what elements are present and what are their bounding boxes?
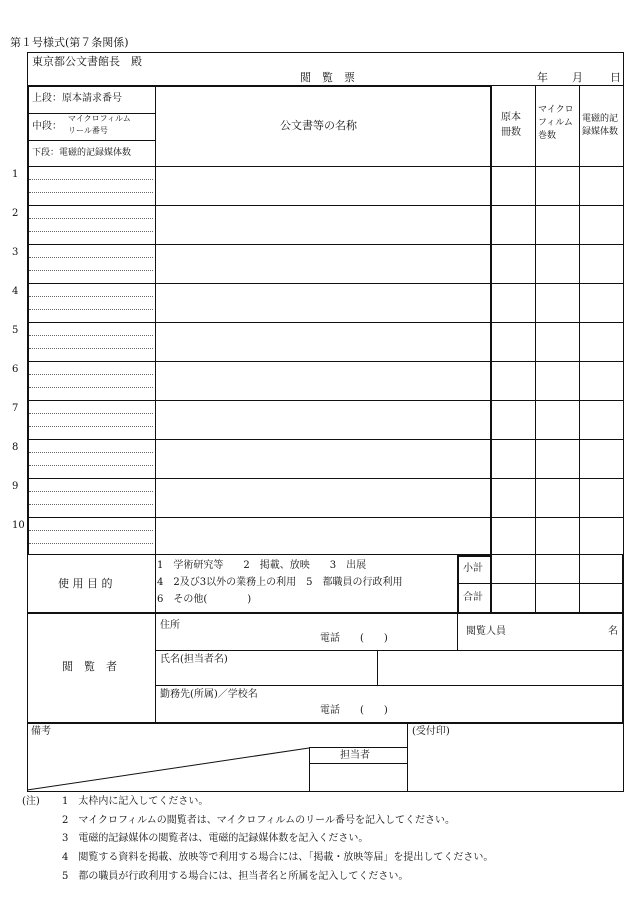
note-4: 4 閲覧する資料を掲載、放映等で利用する場合には、「掲載・放映等届」を提出してください。 (62, 852, 494, 863)
row-dotted-line (29, 257, 153, 258)
count-hdr-top (491, 85, 623, 86)
row-dotted-line (29, 335, 153, 336)
row-number: 9 (12, 481, 19, 492)
hdr-middle-prefix: 中段： (32, 121, 62, 132)
row-number: 7 (12, 403, 19, 414)
reader-label-divider (155, 613, 156, 722)
reader-count-label: 閲覧人員 (466, 626, 506, 637)
row-line (27, 322, 623, 323)
hdr-original-1: 原本 (501, 112, 521, 123)
row-dotted-line (29, 504, 153, 505)
row-dotted-line (29, 179, 153, 180)
row-number: 3 (12, 247, 19, 258)
row-dotted-line (29, 309, 153, 310)
row-dotted-line (29, 296, 153, 297)
count-col-divider-2 (579, 85, 580, 612)
row-dotted-line (29, 413, 153, 414)
phone-2: 電話 ( ) (320, 705, 388, 716)
reader-line-2 (155, 685, 623, 686)
row-number: 5 (12, 325, 19, 336)
purpose-values-divider (490, 555, 492, 613)
phone-1: 電話 ( ) (320, 633, 388, 644)
note-5: 5 都の職員が行政利用する場合には、担当者名と所属を記入してください。 (62, 871, 409, 882)
hdr-micro-3: 巻数 (538, 131, 557, 141)
hdr-middle-1: マイクロフィルム (68, 114, 131, 123)
reader-label: 閲 覧 者 (62, 660, 117, 673)
row-dotted-line (29, 543, 153, 544)
row-line (27, 361, 623, 362)
row-dotted-line (29, 426, 153, 427)
stamp-label: (受付印) (412, 726, 450, 737)
row-dotted-line (29, 192, 153, 193)
count-col-divider-1 (535, 85, 536, 612)
outer-bottom-line (27, 791, 624, 792)
row-dotted-line (29, 387, 153, 388)
purpose-total-divider (457, 555, 459, 613)
purpose-line-2: 4 2及び3以外の業務上の利用 5 都職員の行政利用 (157, 577, 403, 588)
row-line (27, 283, 623, 284)
row-number: 4 (12, 286, 19, 297)
count-divider-a (457, 613, 458, 650)
row-dotted-line (29, 218, 153, 219)
name-label: 氏名(担当者名) (160, 654, 228, 665)
hdr-original-2: 冊数 (501, 127, 521, 138)
purpose-label: 使 用 目 的 (58, 577, 113, 590)
form-title: 閲 覧 票 (300, 71, 355, 84)
hdr-electronic-2: 録媒体数 (582, 127, 619, 137)
row-line (27, 244, 623, 245)
workplace-label: 勤務先(所属)／学校名 (160, 689, 258, 700)
thick-top-line (27, 85, 491, 87)
row-dotted-line (29, 465, 153, 466)
notes-label: (注) (22, 796, 40, 807)
reader-line-1 (155, 650, 623, 651)
note-3: 3 電磁的記録媒体の閲覧者は、電磁的記録媒体数を記入ください。 (62, 833, 369, 844)
outer-top-line (27, 52, 623, 53)
remarks-label: 備考 (31, 726, 51, 737)
row-number: 1 (12, 169, 19, 180)
staff-left (309, 747, 310, 791)
subtotal-top (457, 555, 492, 557)
hdr-split-2 (27, 140, 155, 141)
address-label: 住所 (160, 620, 180, 631)
name-divider (377, 650, 378, 685)
row-dotted-line (29, 348, 153, 349)
remarks-diagonal (27, 747, 309, 791)
subtotal-total-divider (457, 583, 623, 584)
staff-label: 担当者 (340, 750, 370, 761)
row-line (27, 439, 623, 440)
row-number: 8 (12, 442, 19, 453)
thick-right-line (490, 85, 492, 555)
name-col-divider (155, 86, 156, 555)
hdr-upper: 上段：原本請求番号 (32, 93, 122, 104)
row-line (27, 400, 623, 401)
note-1: 1 太枠内に記入してください。 (62, 796, 209, 807)
row-line (27, 166, 623, 167)
hdr-electronic-1: 電磁的記 (582, 114, 619, 124)
hdr-micro-2: フィルム (538, 118, 573, 128)
reader-count-unit: 名 (608, 626, 618, 637)
row-number: 6 (12, 364, 19, 375)
row-dotted-line (29, 452, 153, 453)
subtotal-label: 小計 (463, 563, 483, 574)
hdr-lower: 下段：電磁的記録媒体数 (32, 148, 132, 158)
reader-bottom-line (27, 722, 624, 724)
reader-right-thick (622, 555, 624, 723)
staff-top (309, 747, 407, 748)
note-2: 2 マイクロフィルムの閲覧者は、マイクロフィルムのリール番号を記入してください。 (62, 815, 455, 826)
hdr-micro-1: マイクロ (538, 105, 574, 115)
row-dotted-line (29, 491, 153, 492)
row-line (27, 478, 623, 479)
row-line (27, 205, 623, 206)
date-day: 日 (610, 71, 621, 84)
thick-left-line (27, 85, 29, 555)
form-label: 第１号様式(第７条関係) (10, 36, 129, 49)
row-number: 10 (12, 520, 25, 531)
row-line (27, 517, 623, 518)
hdr-middle-2: リール番号 (68, 126, 108, 135)
row-dotted-line (29, 231, 153, 232)
addressee: 東京都公文書館長 殿 (32, 55, 142, 68)
row-number: 2 (12, 208, 19, 219)
row-dotted-line (29, 270, 153, 271)
purpose-line-3: 6 その他( ) (157, 594, 252, 605)
row-dotted-line (29, 530, 153, 531)
reader-top-line (27, 612, 624, 614)
name-header: 公文書等の名称 (280, 119, 357, 132)
purpose-label-divider (155, 555, 156, 613)
date-year: 年 (537, 71, 548, 84)
staff-mid (309, 763, 407, 764)
purpose-top-line (27, 554, 623, 555)
row-dotted-line (29, 374, 153, 375)
remarks-stamp-divider (407, 723, 408, 791)
date-month: 月 (572, 71, 583, 84)
purpose-line-1: 1 学術研究等 2 掲載、放映 3 出展 (157, 560, 367, 571)
total-label: 合計 (463, 592, 483, 603)
